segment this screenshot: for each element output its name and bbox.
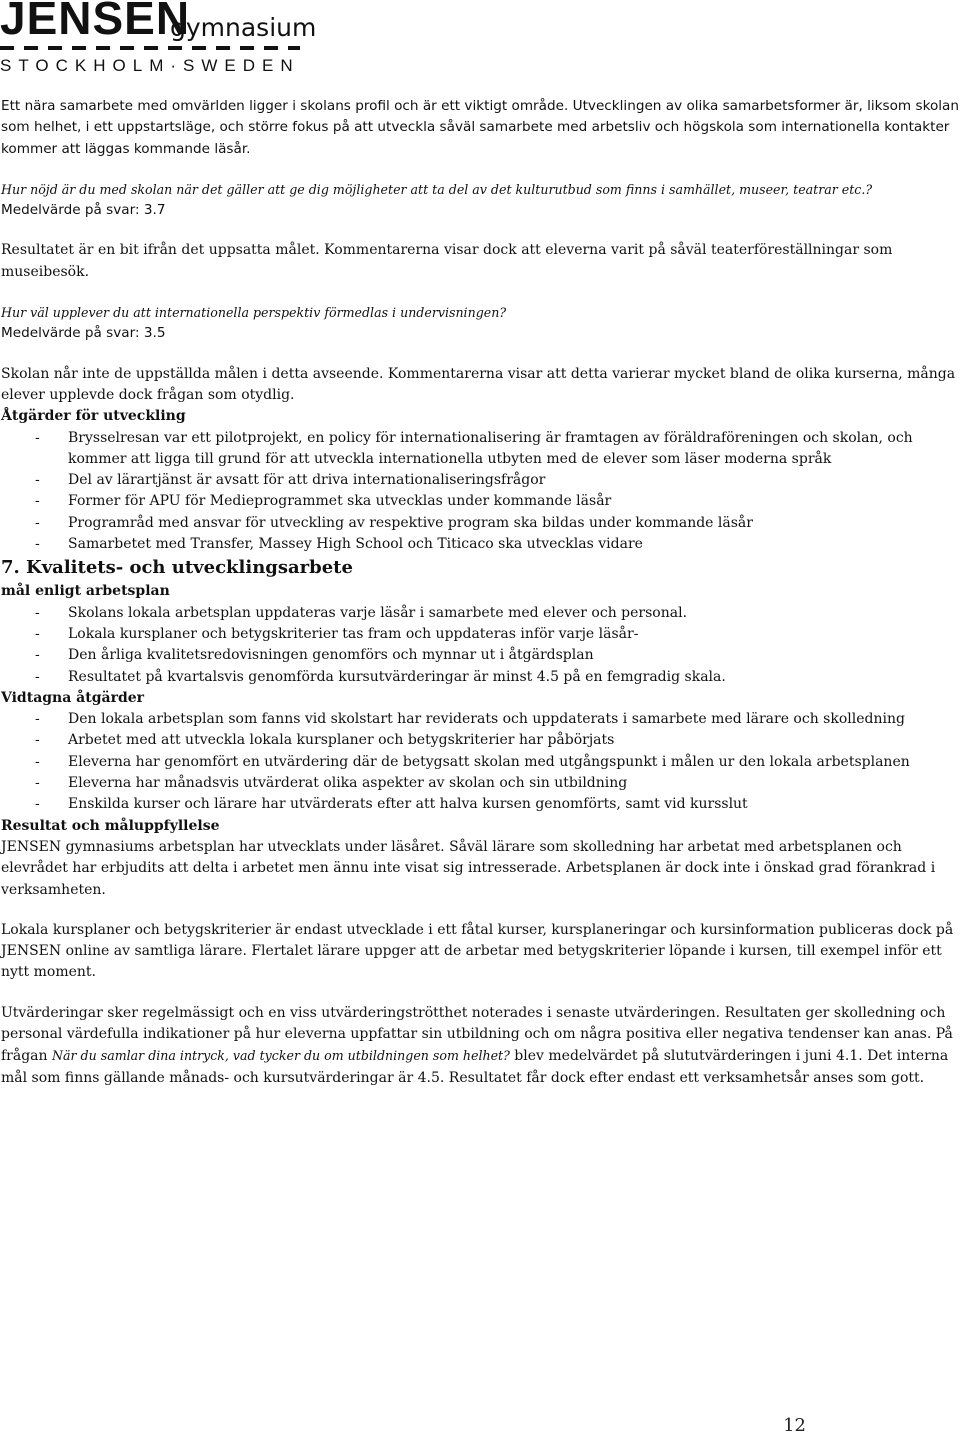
results-paragraph-1: JENSEN gymnasiums arbetsplan har utvecklats under läsåret. Såväl lärare som skolledning har arbetat med arbetsplanen och elevrådet har erbjudits att delta i arbetet men ännu inte visat sig intresserade. Arbetsplanen är dock inte i önskad grad förankrad i verksamheten. (1, 838, 936, 898)
measures-list (1, 709, 959, 815)
results-paragraph-3: Utvärderingar sker regelmässigt och en viss utvärderingströtthet noterades i senaste utvärderingen. Resultaten ger skolledning och personal värdefulla indikationer på hur eleverna uppfattar sin utbildning och om några positiva eller negativa tendenser kan anas. På frågan När du samlar dina intryck, vad tycker du om utbildningen som helhet? blev medelvärdet på slututvärderingen i juni 4.1. Det interna mål som finns gällande månads- och kursutvärderingar är 4.5. Resultatet får dock efter endast ett verksamhetsår anses som gott. (1, 1004, 953, 1086)
list-item: - Enskilda kurser och lärare har utvärderats efter att halva kursen genomförts, samt vid kursslut (35, 796, 748, 813)
logo-brand: JENSEN (0, 0, 191, 44)
jensen-gymnasium-logo (0, 0, 320, 80)
list-item: - Lokala kursplaner och betygskriterier tas fram och uppdateras inför varje läsår- (35, 625, 639, 642)
survey-comment-1: Resultatet är en bit ifrån det uppsatta målet. Kommentarerna visar dock att eleverna varit på såväl teaterföreställningar som museibesök. (1, 242, 893, 280)
document-body (1, 96, 959, 1089)
intro-paragraph: Ett nära samarbete med omvärlden ligger i skolans profil och är ett viktigt område. Utvecklingen av olika samarbetsformer är, liksom skolan som helhet, i ett uppstartsläge, och större fokus på att utveckla såväl samarbete med arbetsliv och högskola som internationella kontakter kommer att läggas kommande läsår. (1, 98, 960, 157)
actions-heading: Åtgärder för utveckling (1, 408, 186, 425)
list-item: - Programråd med ansvar för utveckling av respektive program ska bildas under kommande läsår (35, 514, 753, 531)
quoted-question: När du samlar dina intryck, vad tycker du om utbildningen som helhet? (52, 1048, 510, 1064)
list-item: - Del av lärartjänst är avsatt för att driva internationaliseringsfrågor (35, 472, 546, 489)
results-heading: Resultat och måluppfyllelse (1, 817, 220, 834)
logo-city: STOCKHOLM·SWEDEN (0, 56, 300, 75)
list-item: - Skolans lokala arbetsplan uppdateras varje läsår i samarbete med elever och personal. (35, 604, 688, 621)
list-item: - Brysselresan var ett pilotprojekt, en policy för internationalisering är framtagen av föräldraföreningen och skolan, och kommer att ligga till grund för att utveckla internationella utbyten med de elever som läser moderna språk (35, 429, 913, 467)
list-item: - Samarbetet med Transfer, Massey High School och Titicaco ska utvecklas vidare (35, 536, 643, 553)
measures-heading: Vidtagna åtgärder (1, 689, 145, 706)
actions-list (1, 428, 959, 556)
survey-question-1: Hur nöjd är du med skolan när det gäller att ge dig möjligheter att ta del av det kulturutbud som finns i samhället, museer, teatrar etc.? (1, 181, 873, 197)
list-item: - Eleverna har månadsvis utvärderat olika aspekter av skolan och sin utbildning (35, 775, 628, 792)
list-item: - Arbetet med att utveckla lokala kursplaner och betygskriterier har påbörjats (35, 732, 615, 749)
goals-list (1, 603, 959, 688)
results-paragraph-2: Lokala kursplaner och betygskriterier är endast utvecklade i ett fåtal kurser, kursplaneringar och kursinformation publiceras dock på JENSEN online av samtliga lärare. Flertalet lärare uppger att de arbetar med betygskriterier löpande i kursen, till exempel inför ett nytt moment. (1, 921, 954, 981)
page-number: 12 (783, 1415, 806, 1436)
survey-average-1: Medelvärde på svar: 3.7 (1, 202, 166, 219)
list-item: - Den lokala arbetsplan som fanns vid skolstart har reviderats och uppdaterats i samarbete med lärare och skolledning (35, 711, 905, 728)
list-item: - Den årliga kvalitetsredovisningen genomförs och mynnar ut i åtgärdsplan (35, 647, 594, 664)
list-item: - Former för APU för Medieprogrammet ska utvecklas under kommande läsår (35, 493, 612, 510)
survey-question-2: Hur väl upplever du att internationella perspektiv förmedlas i undervisningen? (1, 305, 507, 321)
logo-subtitle: gymnasium (170, 13, 317, 42)
list-item: - Resultatet på kvartalsvis genomförda kursutvärderingar är minst 4.5 på en femgradig skala. (35, 668, 726, 685)
survey-comment-2: Skolan når inte de uppställda målen i detta avseende. Kommentarerna visar att detta varierar mycket bland de olika kurserna, många elever upplevde dock frågan som otydlig. (1, 365, 956, 403)
section-7-title: 7. Kvalitets- och utvecklingsarbete (1, 557, 353, 579)
survey-average-2: Medelvärde på svar: 3.5 (1, 325, 166, 342)
goals-heading: mål enligt arbetsplan (1, 583, 170, 600)
logo-dash-line (0, 46, 300, 50)
list-item: - Eleverna har genomfört en utvärdering där de betygsatt skolan med utgångspunkt i målen ur den lokala arbetsplanen (35, 753, 910, 770)
